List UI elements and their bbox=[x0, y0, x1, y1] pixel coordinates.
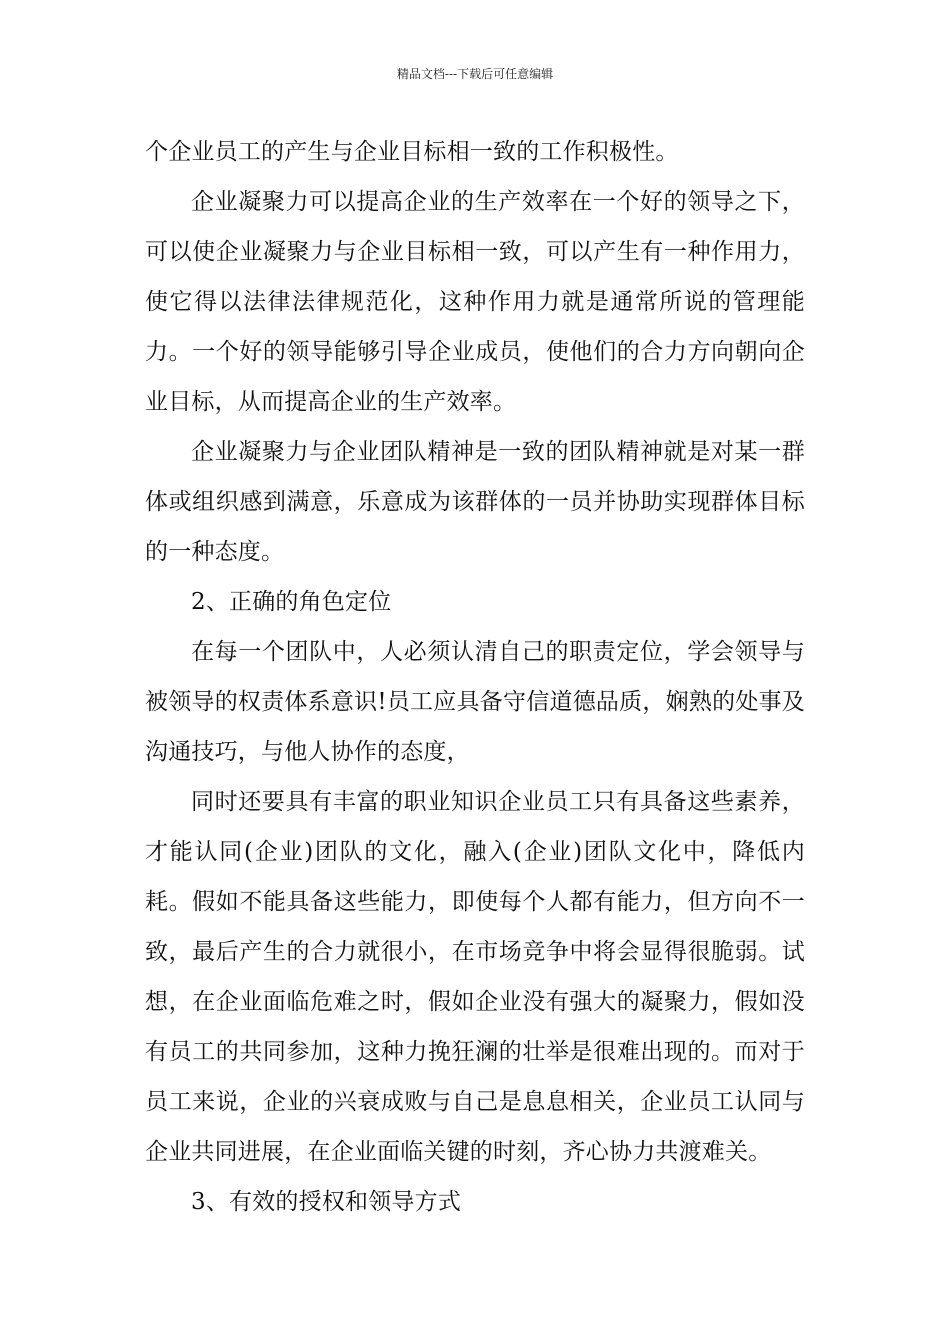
page-header: 精品文档---下载后可任意编辑 bbox=[396, 67, 554, 81]
document-body bbox=[145, 127, 805, 1227]
paragraph: 同时还要具有丰富的职业知识企业员工只有具备这些素养，才能认同(企业)团队的文化，融入(企业)团队文化中，降低内耗。假如不能具备这些能力，即使每个人都有能力，但方向不一致，最后产生的合力就很小，在市场竞争中将会显得很脆弱。试想，在企业面临危难之时，假如企业没有强大的凝聚力，假如没有员工的共同参加，这种力挽狂澜的壮举是很难出现的。而对于员工来说，企业的兴衰成败与自己是息息相关，企业员工认同与企业共同进展，在企业面临关键的时刻，齐心协力共渡难关。 bbox=[145, 789, 805, 1165]
paragraph-continuation: 个企业员工的产生与企业目标相一致的工作积极性。 bbox=[145, 139, 679, 165]
section-heading: 3、有效的授权和领导方式 bbox=[191, 1189, 462, 1215]
section-heading: 2、正确的角色定位 bbox=[191, 589, 392, 615]
paragraph: 企业凝聚力与企业团队精神是一致的团队精神就是对某一群体或组织感到满意，乐意成为该群体的一员并协助实现群体目标的一种态度。 bbox=[145, 439, 805, 565]
paragraph: 企业凝聚力可以提高企业的生产效率在一个好的领导之下，可以使企业凝聚力与企业目标相一致，可以产生有一种作用力，使它得以法律法律规范化，这种作用力就是通常所说的管理能力。一个好的领导能够引导企业成员，使他们的合力方向朝向企业目标，从而提高企业的生产效率。 bbox=[145, 189, 805, 415]
paragraph: 在每一个团队中，人必须认清自己的职责定位，学会领导与被领导的权责体系意识!员工应具备守信道德品质，娴熟的处事及沟通技巧，与他人协作的态度， bbox=[145, 639, 805, 765]
